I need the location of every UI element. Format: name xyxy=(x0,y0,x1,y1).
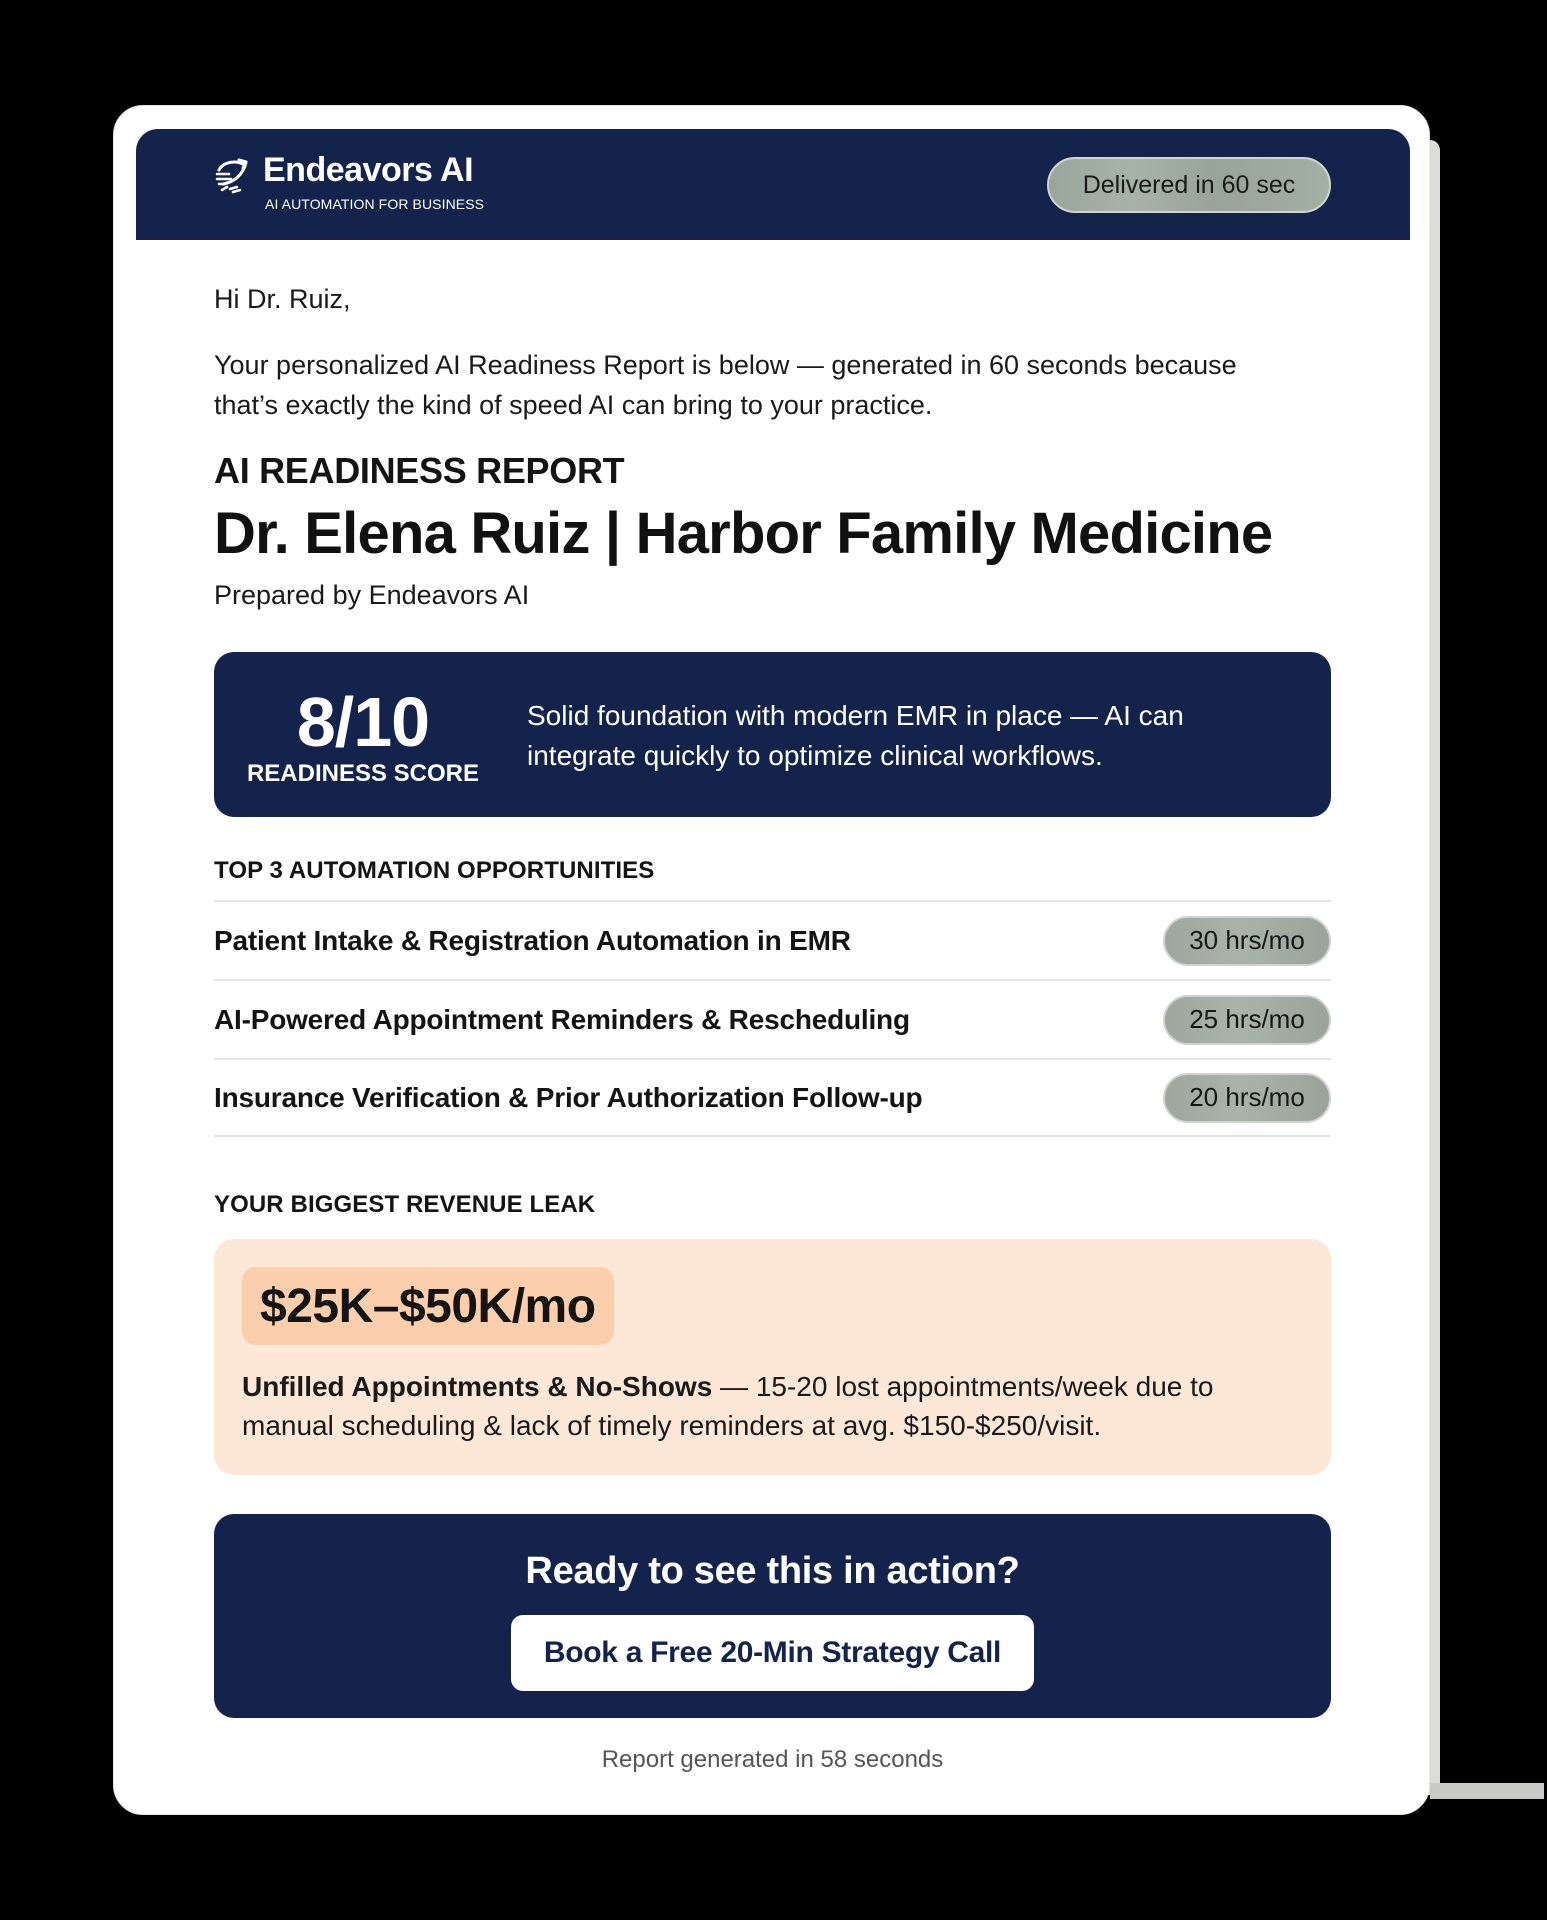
opportunities-heading: TOP 3 AUTOMATION OPPORTUNITIES xyxy=(214,857,655,884)
readiness-score-panel xyxy=(214,652,1331,817)
opportunities-list xyxy=(214,900,1331,1137)
opportunity-title: Insurance Verification & Prior Authorization Follow-up xyxy=(214,1081,923,1113)
revenue-leak-panel xyxy=(214,1239,1331,1475)
leak-issue: Unfilled Appointments & No-Shows xyxy=(242,1371,713,1402)
footer-note: Report generated in 58 seconds xyxy=(601,1746,944,1773)
delivered-badge: Delivered in 60 sec xyxy=(1047,157,1331,213)
book-strategy-call-button[interactable]: Book a Free 20-Min Strategy Call xyxy=(511,1615,1034,1691)
savings-badge: 30 hrs/mo xyxy=(1163,916,1331,966)
report-label: AI READINESS REPORT xyxy=(214,450,625,491)
prepared-by: Prepared by Endeavors AI xyxy=(214,580,530,610)
list-item xyxy=(214,979,1331,1058)
rocket-swoosh-icon xyxy=(213,156,253,196)
leak-detail: — 15-20 lost appointments/week due to manual scheduling & lack of timely reminders at avg. $150-$250/visit. xyxy=(242,1371,1214,1441)
revenue-leak-heading: YOUR BIGGEST REVENUE LEAK xyxy=(214,1191,596,1218)
savings-badge: 25 hrs/mo xyxy=(1163,995,1331,1045)
greeting: Hi Dr. Ruiz, xyxy=(214,284,351,314)
opportunity-title: AI-Powered Appointment Reminders & Rescheduling xyxy=(214,1003,910,1035)
score-column xyxy=(214,652,512,817)
cta-panel xyxy=(214,1514,1331,1718)
list-item xyxy=(214,900,1331,979)
brand-name: Endeavors AI xyxy=(263,151,474,189)
leak-amount: $25K–$50K/mo xyxy=(242,1267,614,1345)
report-title: Dr. Elena Ruiz | Harbor Family Medicine xyxy=(214,501,1273,566)
email-header xyxy=(136,129,1410,240)
score-label: READINESS SCORE xyxy=(246,760,480,787)
intro-paragraph: Your personalized AI Readiness Report is below — generated in 60 seconds because that’s exactly the kind of speed AI can bring to your practice. xyxy=(214,350,1237,420)
score-summary: Solid foundation with modern EMR in place — AI can integrate quickly to optimize clinical workflows. xyxy=(527,700,1184,771)
cta-heading: Ready to see this in action? xyxy=(525,1550,1020,1592)
list-item xyxy=(214,1058,1331,1137)
leak-description xyxy=(242,1367,1302,1445)
savings-badge: 20 hrs/mo xyxy=(1163,1073,1331,1123)
score-value: 8/10 xyxy=(296,683,430,761)
opportunity-title: Patient Intake & Registration Automation in EMR xyxy=(214,924,851,956)
brand-tagline: AI AUTOMATION FOR BUSINESS xyxy=(265,196,485,212)
card-shadow-strip xyxy=(1430,1783,1544,1799)
